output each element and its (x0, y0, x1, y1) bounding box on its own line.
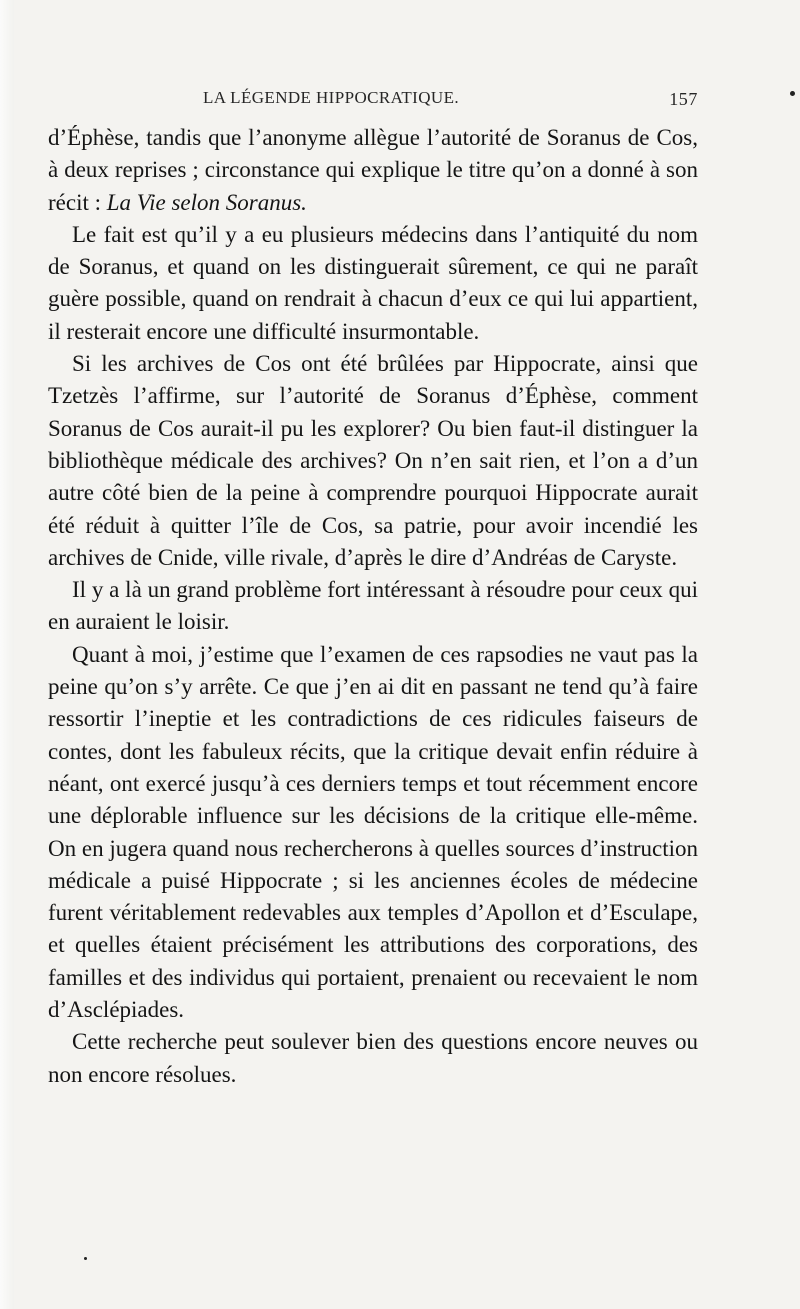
paragraph-4: Il y a là un grand problème fort intéressant à résoudre pour ceux qui en auraient le loisir. (48, 577, 698, 635)
running-header (48, 88, 698, 112)
page-gutter-shadow (0, 0, 14, 1309)
paragraph-6: Cette recherche peut soulever bien des questions encore neuves ou non encore résolues. (48, 1029, 698, 1087)
paragraph-5: Quant à moi, j’estime que l’examen de ces rapsodies ne vaut pas la peine qu’on s’y arrête. Ce que j’en ai dit en passant ne tend qu’à faire ressortir l’ineptie et les contradictions de ces ridicules faiseurs de contes, dont les fabuleux récits, que la critique devait enfin réduire à néant, ont exercé jusqu’à ces derniers temps et tout récemment encore une déplorable influence sur les décisions de la critique elle-même. On en jugera quand nous rechercherons à quelles sources d’instruction médicale a puisé Hippocrate ; si les anciennes écoles de médecine furent véritablement redevables aux temples d’Apollon et d’Esculape, et quelles étaient précisément les attributions des corporations, des familles et des individus qui portaient, prenaient ou recevaient le nom d’Asclépiades. (48, 641, 698, 1023)
paragraph-1-italic-title: La Vie selon Soranus. (106, 189, 307, 215)
paragraph-2: Le fait est qu’il y a eu plusieurs médecins dans l’antiquité du nom de Soranus, et quand on les distinguerait sûrement, ce qui ne paraît guère possible, quand on rendrait à chacun d’eux ce qui lui appartient, il resterait encore une difficulté insurmontable. (48, 221, 698, 344)
paragraph-3: Si les archives de Cos ont été brûlées par Hippocrate, ainsi que Tzetzès l’affirme, sur l’autorité de Soranus d’Éphèse, comment Soranus de Cos aurait-il pu les explorer? Ou bien faut-il distinguer la bibliothèque médicale des archives? On n’en sait rien, et l’on a d’un autre côté bien de la peine à comprendre pourquoi Hippocrate aurait été réduit à quitter l’île de Cos, sa patrie, pour avoir incendié les archives de Cnide, ville rivale, d’après le dire d’Andréas de Caryste. (48, 351, 698, 570)
running-title: LA LÉGENDE HIPPOCRATIQUE. (203, 88, 460, 107)
paragraph-1 (48, 122, 698, 219)
page-number: 157 (669, 89, 698, 109)
body-text (48, 122, 698, 1091)
paragraph-1-text: d’Éphèse, tandis que l’anonyme allègue l’autorité de Soranus de Cos, à deux reprises ; circonstance qui explique le titre qu’on a donné à son récit : (48, 125, 698, 215)
print-speck (84, 1257, 87, 1260)
print-speck (790, 91, 795, 96)
